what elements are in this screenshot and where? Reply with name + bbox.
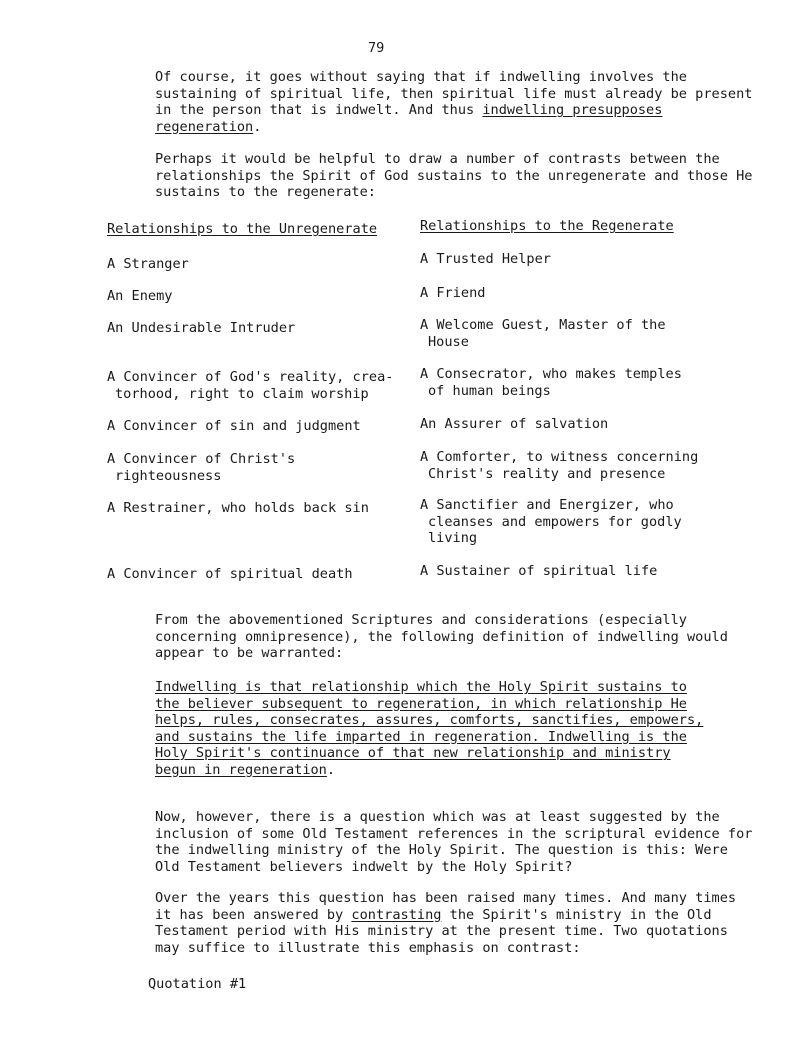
- table-cell-line: A Convincer of sin and judgment: [107, 418, 361, 434]
- definition-of-indwelling: [155, 679, 715, 778]
- table-cell-line: A Sustainer of spiritual life: [420, 563, 658, 579]
- table-cell-left: [107, 256, 407, 273]
- underlined-phrase: indwelling presupposes regeneration: [155, 102, 663, 135]
- table-cell-right: [420, 251, 720, 268]
- table-cell-line: A Sanctifier and Energizer, who: [420, 497, 674, 513]
- table-cell-line: A Restrainer, who holds back sin: [107, 500, 369, 516]
- table-cell-line: A Convincer of God's reality, crea-: [107, 369, 394, 385]
- table-cell-right: [420, 317, 720, 350]
- table-cell-line: A Consecrator, who makes temples: [420, 366, 682, 382]
- table-cell-line: cleanses and empowers for godly: [428, 513, 682, 530]
- column-header-unregenerate: Relationships to the Unregenerate: [107, 221, 378, 237]
- table-cell-line: living: [428, 530, 478, 546]
- table-cell-left: [107, 320, 407, 337]
- table-cell-left: [107, 288, 407, 305]
- paragraph-text: the Spirit's ministry in the Old Testament period with His ministry at the present time. Two quotations may suffice to illustrate this emphasis on contrast:: [155, 906, 728, 956]
- definition-end: .: [326, 761, 336, 778]
- table-cell-right: [420, 497, 720, 547]
- paragraph-old-testament-question: Now, however, there is a question which was at least suggested by the inclusion of some Old Testament references in the scriptural evidence for the indwelling ministry of the Holy Spirit. The question is this: Were Old Testament believers indwelt by the Holy Spirit?: [155, 809, 753, 875]
- table-cell-line: A Friend: [420, 285, 486, 301]
- table-cell-line: A Convincer of spiritual death: [107, 566, 353, 582]
- table-cell-left: [107, 451, 407, 484]
- quotation-label: Quotation #1: [148, 976, 247, 992]
- table-cell-line: of human beings: [428, 382, 551, 399]
- paragraph-text: Over the years this question has been raised many times. And many times it has been answered by: [155, 890, 737, 923]
- underlined-word: contrasting: [351, 906, 442, 923]
- table-cell-line: House: [428, 333, 469, 350]
- table-cell-left: [107, 500, 407, 517]
- paragraph-end: .: [253, 118, 262, 135]
- table-cell-right: [420, 416, 720, 433]
- table-cell-right: [420, 563, 720, 580]
- paragraph-indwelling-sustaining: [107, 69, 755, 135]
- table-cell-left: [107, 418, 407, 435]
- table-cell-line: A Welcome Guest, Master of the: [420, 317, 666, 333]
- table-cell-line: Christ's reality and presence: [428, 465, 666, 482]
- table-cell-line: An Enemy: [107, 288, 173, 304]
- table-cell-line: An Undesirable Intruder: [107, 320, 296, 336]
- paragraph-contrasts-intro: Perhaps it would be helpful to draw a number of contrasts between the relationships the Spirit of God sustains to the unregenerate and those He sustains to the regenerate:: [155, 151, 753, 200]
- table-cell-line: righteousness: [115, 467, 222, 484]
- table-cell-line: torhood, right to claim worship: [115, 385, 369, 402]
- table-cell-line: A Convincer of Christ's: [107, 451, 296, 467]
- table-cell-line: A Comforter, to witness concerning: [420, 449, 699, 465]
- page-number: 79: [368, 40, 385, 56]
- table-cell-line: An Assurer of salvation: [420, 416, 609, 432]
- paragraph-contrast-answers: [107, 890, 755, 956]
- definition-text: Indwelling is that relationship which the Holy Spirit sustains to the believer subsequent to regeneration, in which relationship He helps, rules, consecrates, assures, comforts, sanctifies, empowers, and sustains the life imparted in regeneration. Indwelling is the Holy Spirit's continuance of that new relationship and ministry begun in regeneration: [155, 679, 704, 778]
- table-cell-left: [107, 566, 407, 583]
- column-header-regenerate: Relationships to the Regenerate: [420, 218, 674, 234]
- paragraph-definition-intro: From the abovementioned Scriptures and considerations (especially concerning omnipresence), the following definition of indwelling would appear to be warranted:: [155, 612, 728, 661]
- table-cell-right: [420, 285, 720, 302]
- table-cell-left: [107, 369, 407, 402]
- paragraph-text: Of course, it goes without saying that if indwelling involves the sustaining of spiritual life, then spiritual life must already be present in the person that is indwelt. And thus: [155, 69, 753, 118]
- table-cell-line: A Trusted Helper: [420, 251, 551, 267]
- table-cell-line: A Stranger: [107, 256, 189, 272]
- table-cell-right: [420, 366, 720, 399]
- table-cell-right: [420, 449, 720, 482]
